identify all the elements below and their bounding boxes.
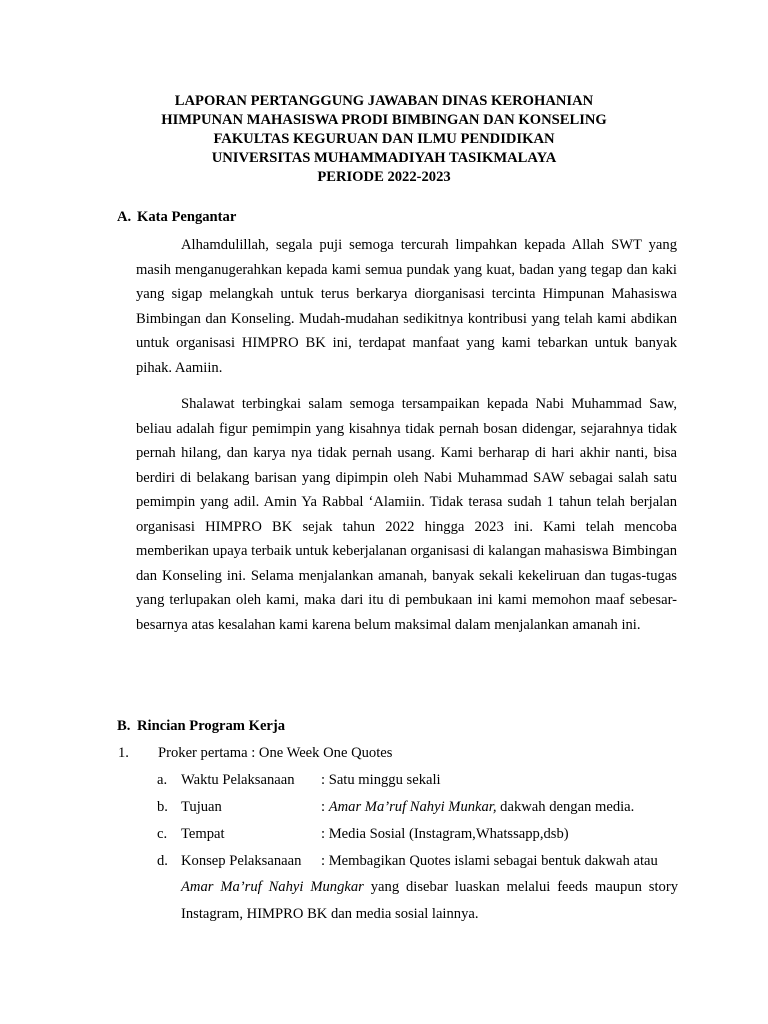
title-line-3: FAKULTAS KEGURUAN DAN ILMU PENDIDIKAN — [213, 131, 555, 147]
sub-item-b-value-rest: dakwah dengan media. — [496, 799, 635, 815]
sub-item-d-value-line-2-rest: yang disebar luaskan melalui feeds maupun story — [363, 879, 678, 895]
list-item-1-number: 1. — [118, 745, 129, 761]
sub-item-c-label: Tempat — [181, 826, 225, 842]
sub-item-a-value: : Satu minggu sekali — [321, 772, 441, 788]
sub-item-d-letter: d. — [157, 853, 168, 869]
sub-item-d-label: Konsep Pelaksanaan — [181, 853, 302, 869]
section-b-heading — [117, 718, 285, 735]
sub-item-d-continuation — [181, 874, 678, 928]
section-a-number: A. — [117, 209, 132, 225]
sub-item-b-label: Tujuan — [181, 799, 222, 815]
sub-item-d-value-line-3: Instagram, HIMPRO BK dan media sosial lainnya. — [181, 906, 479, 922]
sub-item-b-letter: b. — [157, 799, 168, 815]
sub-item-b-value — [321, 798, 634, 816]
paragraph-1: Alhamdulillah, segala puji semoga tercurah limpahkan kepada Allah SWT yang masih menganugerahkan kepada kami semua pundak yang kuat, badan yang tegap dan kaki yang sigap melangkah untuk terus berkarya diorganisasi tercinta Himpunan Mahasiswa Bimbingan dan Konseling. Mudah-mudahan sedikitnya kontribusi yang telah kami abdikan untuk organisasi HIMPRO BK ini, terdapat manfaat yang kami tebarkan untuk banyak pihak. Aamiin. — [136, 237, 677, 376]
section-b-number: B. — [117, 718, 131, 734]
title-line-5: PERIODE 2022-2023 — [317, 169, 451, 185]
section-a-heading — [117, 209, 236, 226]
sub-item-b-value-prefix: : — [321, 799, 329, 815]
sub-item-d-value-line-1: : Membagikan Quotes islami sebagai bentuk dakwah atau — [321, 853, 658, 869]
sub-item-b-value-italic: Amar Ma’ruf Nahyi Munkar, — [328, 799, 497, 815]
section-b-title: Rincian Program Kerja — [137, 718, 286, 734]
sub-item-c-letter: c. — [157, 826, 168, 842]
document-title — [0, 92, 768, 187]
title-line-1: LAPORAN PERTANGGUNG JAWABAN DINAS KEROHANIAN — [174, 93, 594, 109]
sub-item-a-label: Waktu Pelaksanaan — [181, 772, 295, 788]
title-line-2: HIMPUNAN MAHASISWA PRODI BIMBINGAN DAN KONSELING — [161, 112, 607, 128]
title-line-4: UNIVERSITAS MUHAMMADIYAH TASIKMALAYA — [211, 150, 557, 166]
sub-item-d-value-line-2-italic: Amar Ma’ruf Nahyi Mungkar — [181, 879, 364, 895]
sub-item-d-value-line-2 — [181, 874, 678, 901]
section-a-title: Kata Pengantar — [137, 209, 237, 225]
sub-item-a-letter: a. — [157, 772, 168, 788]
sub-item-c-value: : Media Sosial (Instagram,Whatssapp,dsb) — [321, 826, 569, 842]
list-item-1-text: Proker pertama : One Week One Quotes — [158, 745, 393, 761]
paragraph-2: Shalawat terbingkai salam semoga tersampaikan kepada Nabi Muhammad Saw, beliau adalah figur pemimpin yang kisahnya tidak pernah bosan didengar, sejarahnya tidak pernah hilang, dan karya nya tidak pernah usang. Kami berharap di hari akhir nanti, bisa berdiri di belakang barisan yang dipimpin oleh Nabi Muhammad SAW sebagai salah satu pemimpin yang adil. Amin Ya Rabbal ‘Alamiin. Tidak terasa sudah 1 tahun telah berjalan organisasi HIMPRO BK sejak tahun 2022 hingga 2023 ini. Kami telah mencoba memberikan upaya terbaik untuk keberjalanan organisasi di kalangan mahasiswa Bimbingan dan Konseling ini. Selama menjalankan amanah, banyak sekali kekeliruan dan tugas-tugas yang terlupakan oleh kami, maka dari itu di pembukaan ini kami memohon maaf sebesar-besarnya atas kesalahan kami karena belum maksimal dalam menjalankan amanah ini. — [136, 396, 677, 633]
